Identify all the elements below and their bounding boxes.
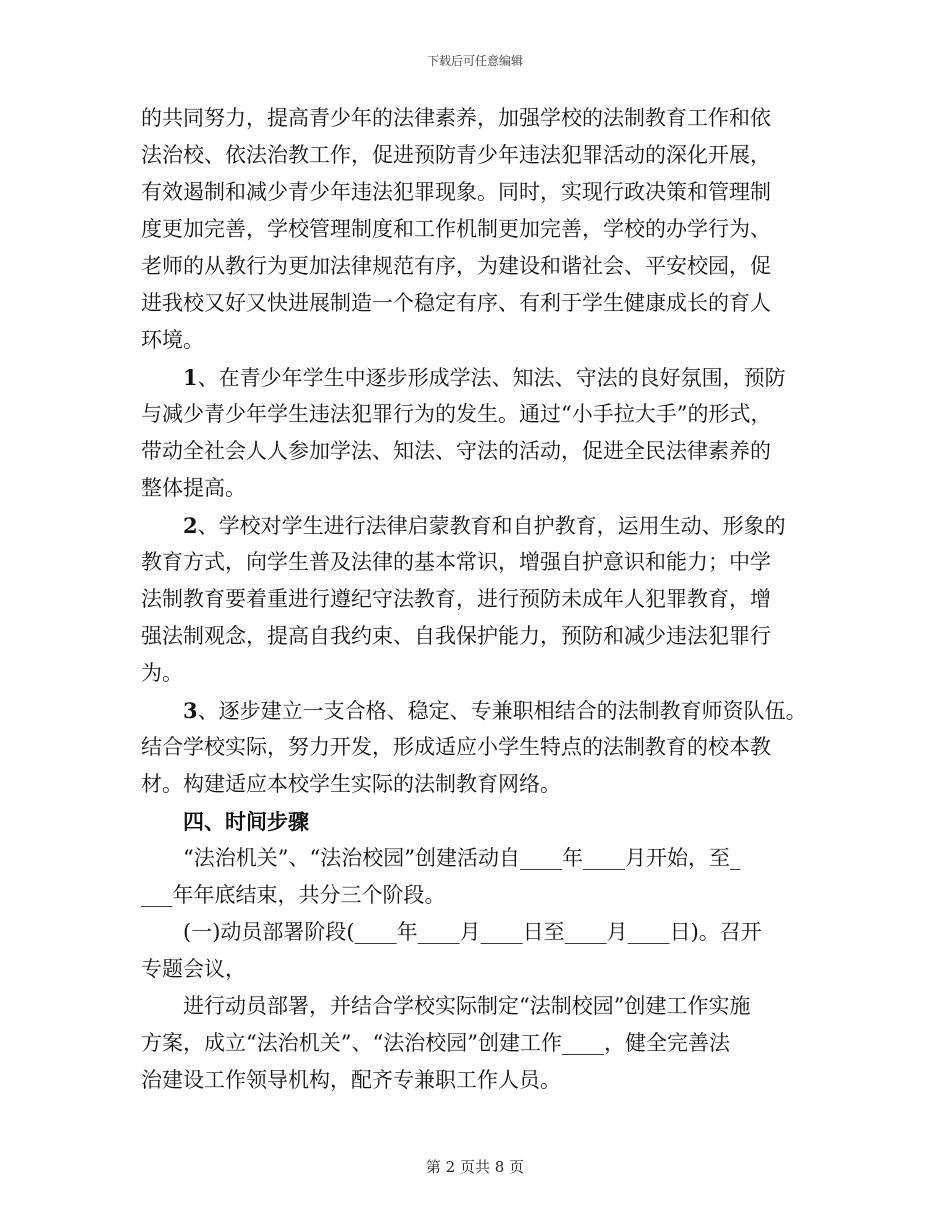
item-text: 、逐步建立一支合格、稳定、专兼职相结合的法制教育师资队伍。 (197, 699, 807, 723)
text-line: 与减少青少年学生违法犯罪行为的发生。通过“小手拉大手”的形式， (141, 402, 772, 426)
paragraph-phase-1-detail (141, 988, 811, 1099)
text-line: (一)动员部署阶段(____年____月____日至____月____日)。召开 (183, 920, 762, 944)
text-line (141, 692, 811, 729)
paragraph-item-2 (141, 507, 811, 692)
text-line: 教育方式，向学生普及法律的基本常识，增强自护意识和能力；中学 (141, 550, 771, 574)
paragraph-item-1 (141, 359, 811, 507)
text-line: 带动全社会人人参加学法、知法、守法的活动，促进全民法律素养的 (141, 439, 771, 463)
text-line (141, 507, 811, 544)
item-text: 、学校对学生进行法律启蒙教育和自护教育，运用生动、形象的 (197, 514, 786, 538)
text-line: 有效遏制和减少青少年违法犯罪现象。同时，实现行政决策和管理制 (141, 180, 771, 204)
text-line: 的共同努力，提高青少年的法律素养，加强学校的法制教育工作和依 (141, 106, 771, 130)
text-line: 法治校、依法治教工作，促进预防青少年违法犯罪活动的深化开展， (141, 143, 771, 167)
item-number: 2 (183, 513, 198, 538)
text-line: 法制教育要着重进行遵纪守法教育，进行预防未成年人犯罪教育，增 (141, 587, 771, 611)
text-line: 进我校又好又快进展制造一个稳定有序、有利于学生健康成长的育人 (141, 291, 771, 315)
text-line: 为。 (141, 661, 183, 685)
paragraph-phase-1 (141, 914, 811, 988)
paragraph-schedule (141, 840, 811, 914)
text-line: 材。构建适应本校学生实际的法制教育网络。 (141, 772, 561, 796)
text-line: 老师的从教行为更加法律规范有序，为建设和谐社会、平安校园，促 (141, 254, 771, 278)
text-line: 环境。 (141, 328, 204, 352)
paragraph-item-3 (141, 692, 811, 803)
text-line: 方案，成立“法治机关”、“法治校园”创建工作____，健全完善法 (141, 1031, 730, 1055)
text-line: 专题会议， (141, 957, 246, 981)
section-heading (141, 803, 811, 840)
item-number: 1 (183, 365, 198, 390)
text-line: 整体提高。 (141, 476, 246, 500)
text-line: 治建设工作领导机构，配齐专兼职工作人员。 (141, 1068, 561, 1092)
page-header: 下载后可任意编辑 (426, 54, 523, 68)
text-line: 度更加完善，学校管理制度和工作机制更加完善，学校的办学行为、 (141, 217, 771, 241)
page-footer: 第 2 页共 8 页 (425, 1158, 525, 1176)
item-text: 、在青少年学生中逐步形成学法、知法、守法的良好氛围，预防 (197, 366, 786, 390)
document-body (141, 100, 811, 1099)
text-line: 强法制观念，提高自我约束、自我保护能力，预防和减少违法犯罪行 (141, 624, 771, 648)
text-line: 结合学校实际，努力开发，形成适应小学生特点的法制教育的校本教 (141, 735, 771, 759)
paragraph-intro (141, 100, 811, 359)
text-line (141, 359, 811, 396)
text-line: 进行动员部署，并结合学校实际制定“法制校园”创建工作实施 (183, 994, 751, 1018)
text-line: ___年年底结束，共分三个阶段。 (141, 883, 446, 907)
item-number: 3 (183, 698, 198, 723)
text-line: “法治机关”、“法治校园”创建活动自____年____月开始，至_ (183, 846, 741, 870)
section-heading-text: 四、时间步骤 (183, 809, 309, 834)
